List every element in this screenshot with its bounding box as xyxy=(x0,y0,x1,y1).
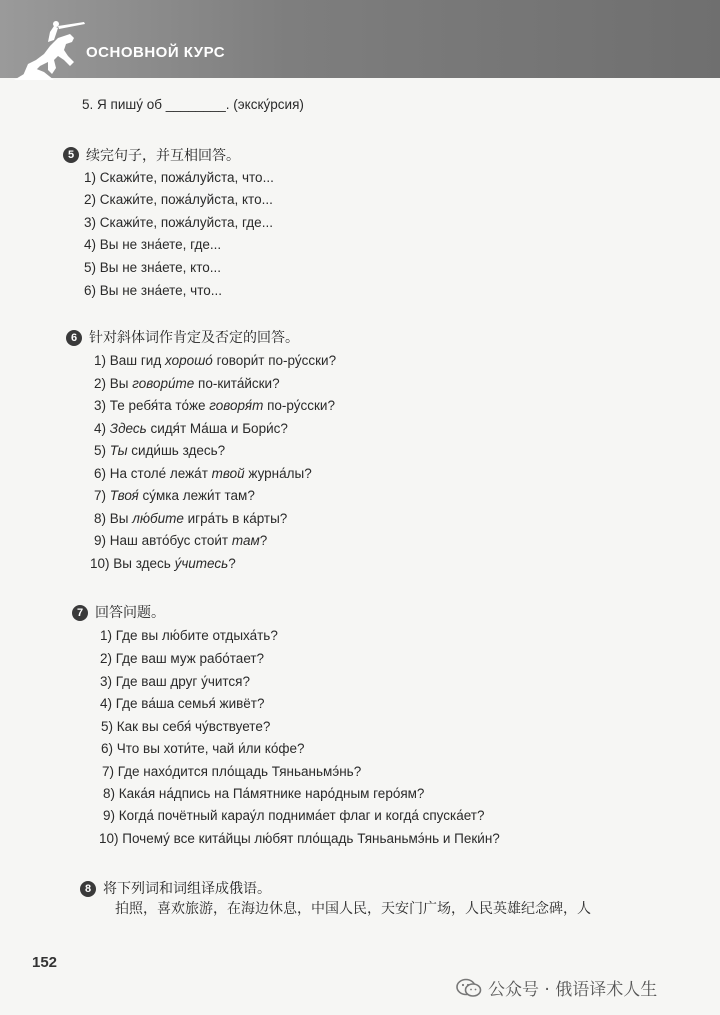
wechat-icon xyxy=(456,978,482,998)
exercise-5-item: 2) Скажи́те, пожа́луйста, кто... xyxy=(84,192,273,207)
exercise-5-item: 5) Вы не зна́ете, кто... xyxy=(84,260,222,275)
exercise-4-item-5: 5. Я пишу́ об ________. (экску́рсия) xyxy=(82,97,304,112)
exercise-8-title: 将下列词和词组译成俄语。 xyxy=(103,881,271,897)
exercise-6-item: 1) Ваш гид хорошо́ говори́т по-ру́сски? xyxy=(94,353,337,368)
exercise-6-badge: 6 xyxy=(66,330,82,346)
exercise-5-item: 3) Скажи́те, пожа́луйста, где... xyxy=(84,215,273,230)
exercise-7-item: 8) Кака́я на́дпись на Па́мятнике наро́дным геро́ям? xyxy=(103,786,425,801)
watermark-text: 公众号 · 俄语译术人生 xyxy=(488,980,658,1000)
exercise-6-item: 10) Вы здесь у́читесь? xyxy=(90,556,236,571)
exercise-6-item: 6) На столе́ лежа́т твой журна́лы? xyxy=(94,466,312,481)
exercise-8-badge: 8 xyxy=(80,881,96,897)
exercise-6-item: 5) Ты сиди́шь здесь? xyxy=(94,443,226,458)
watermark xyxy=(456,975,657,1000)
exercise-6-item: 8) Вы лю́бите игра́ть в ка́рты? xyxy=(94,511,288,526)
exercise-5-badge: 5 xyxy=(63,147,79,163)
exercise-7-item: 9) Когда́ почётный карау́л поднима́ет флаг и когда́ спуска́ет? xyxy=(103,808,485,823)
exercise-7-item: 6) Что вы хоти́те, чай и́ли ко́фе? xyxy=(101,741,305,756)
exercise-6-title: 针对斜体词作肯定及否定的回答。 xyxy=(89,330,299,346)
exercise-7-item: 1) Где вы лю́бите отдыха́ть? xyxy=(100,628,278,643)
header-band xyxy=(0,0,720,78)
exercise-7-badge: 7 xyxy=(72,605,88,621)
exercise-6-item: 7) Твоя́ су́мка лежи́т там? xyxy=(94,488,255,503)
exercise-5-title: 续完句子，并互相回答。 xyxy=(86,148,240,164)
course-title: ОСНОВНОЙ КУРС xyxy=(86,44,226,61)
exercise-6-item: 3) Те ребя́та то́же говоря́т по-ру́сски? xyxy=(94,398,335,413)
exercise-6-item: 9) Наш авто́бус стои́т там? xyxy=(94,533,268,548)
page-number: 152 xyxy=(32,954,58,971)
exercise-7-item: 4) Где ва́ша семья́ живёт? xyxy=(100,696,265,711)
exercise-6-item: 2) Вы говори́те по-кита́йски? xyxy=(94,376,280,391)
exercise-7-item: 10) Почему́ все кита́йцы лю́бят пло́щадь Тяньаньмэ́нь и Пеки́н? xyxy=(99,831,500,846)
exercise-5-item: 4) Вы не зна́ете, где... xyxy=(84,237,222,252)
exercise-6-item: 4) Здесь сидя́т Ма́ша и Бори́с? xyxy=(94,421,288,436)
exercise-5-item: 1) Скажи́те, пожа́луйста, что... xyxy=(84,170,274,185)
exercise-7-item: 3) Где ваш друг у́чится? xyxy=(100,674,250,689)
exercise-7-item: 2) Где ваш муж рабо́тает? xyxy=(100,651,265,666)
exercise-5-item: 6) Вы не зна́ете, что... xyxy=(84,283,223,298)
exercise-7-title: 回答问题。 xyxy=(95,605,165,621)
exercise-7-item: 5) Как вы себя́ чу́вствуете? xyxy=(101,719,271,734)
exercise-8-text: 拍照，喜欢旅游，在海边休息，中国人民，天安门广场，人民英雄纪念碑，人 xyxy=(115,901,591,917)
exercise-7-item: 7) Где нахо́дится пло́щадь Тяньаньмэ́нь? xyxy=(102,764,362,779)
